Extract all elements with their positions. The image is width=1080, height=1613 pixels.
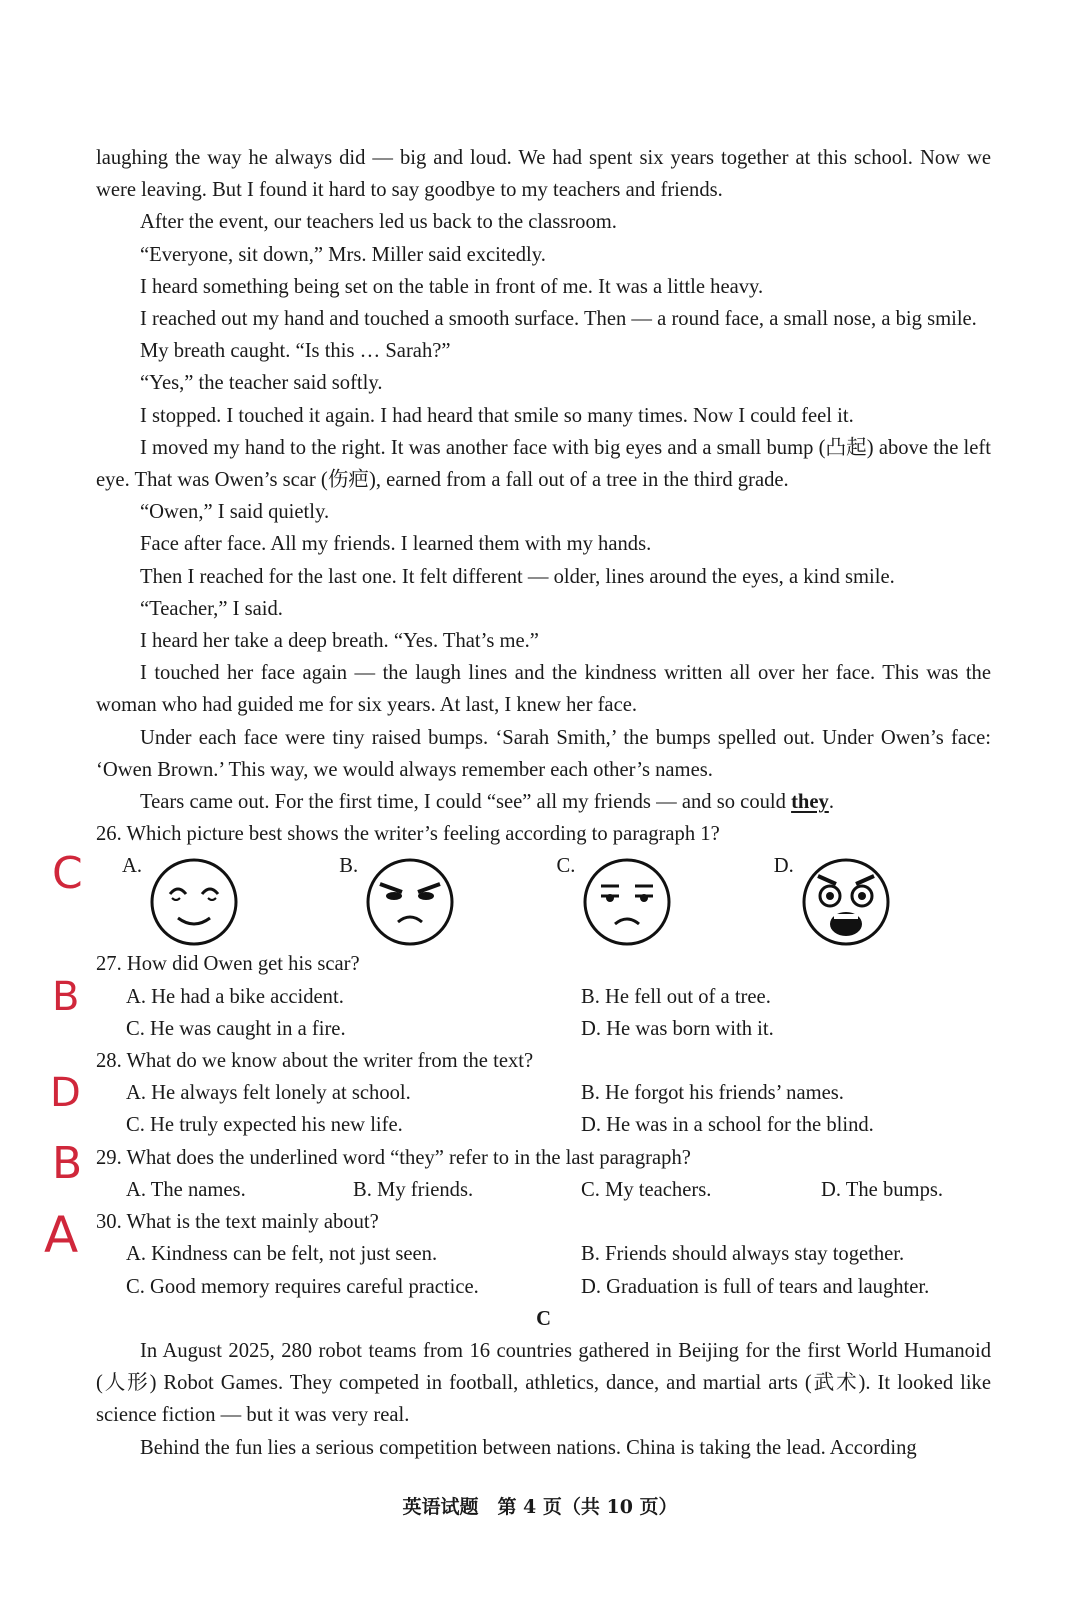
- sad-face-icon: [581, 858, 673, 946]
- option-d: D. Graduation is full of tears and laughter.: [581, 1275, 930, 1298]
- underlined-word: they: [791, 791, 829, 814]
- question-29-options: [96, 1174, 991, 1206]
- paragraph: Under each face were tiny raised bumps. ‘Sarah Smith,’ the bumps spelled out. Under Owen’s face: ‘Owen Brown.’ This way, we would always remember each other’s names.: [96, 726, 991, 781]
- option-b: B. My friends.: [353, 1178, 474, 1201]
- question-27-options: [96, 981, 991, 1013]
- question-26-options: [122, 850, 991, 948]
- paragraph: I touched her face again — the laugh lines and the kindness written all over her face. This was the woman who had guided me for six years. At last, I knew her face.: [96, 662, 991, 717]
- paragraph: I moved my hand to the right. It was another face with big eyes and a small bump (凸起) above the left eye. That was Owen’s scar (伤疤), earned from a fall out of a tree in the third grade.: [96, 436, 991, 492]
- reading-passage: [96, 142, 991, 1464]
- option-a: A. Kindness can be felt, not just seen.: [126, 1243, 438, 1266]
- paragraph: I heard her take a deep breath. “Yes. That’s me.”: [140, 630, 539, 653]
- question-29-stem: 29. What does the underlined word “they” refer to in the last paragraph?: [96, 1146, 691, 1169]
- option-d: D. He was born with it.: [581, 1017, 774, 1040]
- option-a: A. He always felt lonely at school.: [126, 1082, 411, 1105]
- question-28-stem: 28. What do we know about the writer from the text?: [96, 1050, 534, 1073]
- paragraph: “Everyone, sit down,” Mrs. Miller said excitedly.: [140, 243, 546, 266]
- option-c: C.: [557, 850, 774, 948]
- option-a: A. The names.: [126, 1178, 246, 1201]
- option-d: D. He was in a school for the blind.: [581, 1114, 874, 1137]
- question-26-stem: 26. Which picture best shows the writer’s feeling according to paragraph 1?: [96, 823, 720, 846]
- paragraph: laughing the way he always did — big and loud. We had spent six years together at this school. Now we were leaving. But I found it hard to say goodbye to my teachers and friends.: [96, 147, 991, 202]
- paragraph-last: Tears came out. For the first time, I could “see” all my friends — and so could they.: [140, 791, 834, 814]
- question-30-stem: 30. What is the text mainly about?: [96, 1211, 379, 1234]
- handwritten-answer-29: B: [52, 1138, 83, 1189]
- option-b: B.: [339, 850, 556, 948]
- option-b: B. Friends should always stay together.: [581, 1243, 905, 1266]
- question-30-options: [96, 1238, 991, 1270]
- option-d: D. The bumps.: [821, 1178, 944, 1201]
- angry-face-icon: [364, 858, 456, 946]
- happy-face-icon: [148, 858, 240, 946]
- option-c: C. He truly expected his new life.: [126, 1114, 403, 1137]
- option-a: A.: [122, 850, 339, 948]
- paragraph: In August 2025, 280 robot teams from 16 countries gathered in Beijing for the first World Humanoid (人形) Robot Games. They competed in football, athletics, dance, and martial arts (武术). It looked like science fiction — but it was very real.: [96, 1339, 991, 1427]
- paragraph: Face after face. All my friends. I learned them with my hands.: [140, 533, 652, 556]
- handwritten-answer-26: C: [52, 848, 83, 899]
- paragraph: After the event, our teachers led us back to the classroom.: [140, 211, 617, 234]
- paragraph: Behind the fun lies a serious competition between nations. China is taking the lead. According: [140, 1436, 917, 1459]
- paragraph: I heard something being set on the table in front of me. It was a little heavy.: [140, 275, 764, 298]
- paragraph: “Owen,” I said quietly.: [140, 501, 330, 524]
- option-c: C. Good memory requires careful practice.: [126, 1275, 479, 1298]
- paragraph: My breath caught. “Is this … Sarah?”: [140, 340, 451, 363]
- paragraph: I reached out my hand and touched a smooth surface. Then — a round face, a small nose, a big smile.: [140, 308, 977, 331]
- option-c: C. My teachers.: [581, 1178, 712, 1201]
- handwritten-answer-28: D: [50, 1070, 81, 1116]
- paragraph: Then I reached for the last one. It felt different — older, lines around the eyes, a kind smile.: [140, 565, 895, 588]
- option-b: B. He fell out of a tree.: [581, 985, 771, 1008]
- question-27-stem: 27. How did Owen get his scar?: [96, 953, 360, 976]
- section-heading: C: [536, 1307, 551, 1330]
- page-footer: 英语试题 第 4 页（共 10 页）: [402, 1496, 678, 1518]
- option-a: A. He had a bike accident.: [126, 985, 344, 1008]
- shocked-face-icon: [800, 858, 892, 946]
- paragraph: “Yes,” the teacher said softly.: [140, 372, 383, 395]
- option-c: C. He was caught in a fire.: [126, 1017, 346, 1040]
- paragraph: “Teacher,” I said.: [140, 597, 283, 620]
- option-d: D.: [774, 850, 991, 948]
- paragraph: I stopped. I touched it again. I had heard that smile so many times. Now I could feel it.: [140, 404, 854, 427]
- handwritten-answer-27: B: [52, 974, 80, 1020]
- handwritten-answer-30: A: [44, 1206, 79, 1264]
- question-28-options: [96, 1077, 991, 1109]
- option-b: B. He forgot his friends’ names.: [581, 1082, 844, 1105]
